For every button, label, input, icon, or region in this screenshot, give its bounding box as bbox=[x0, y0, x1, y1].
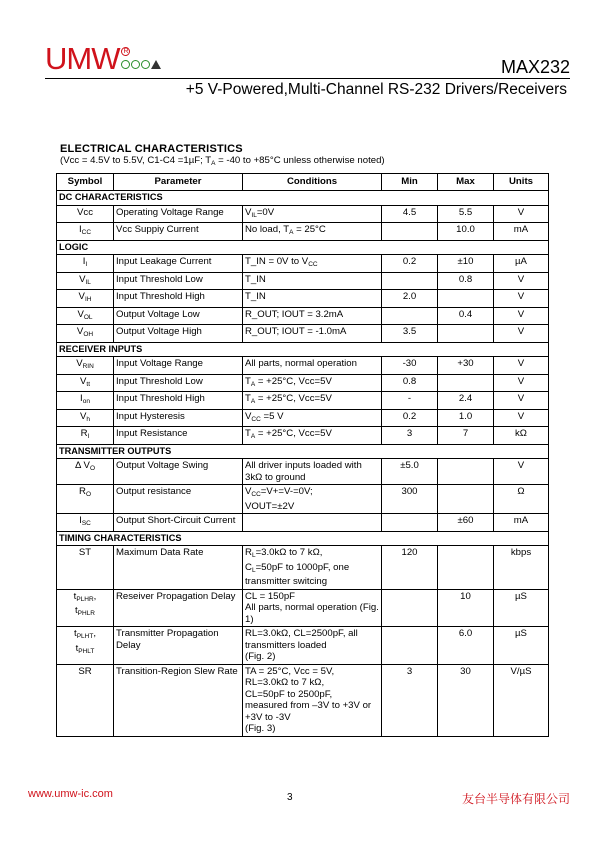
cell-conditions: R_OUT; IOUT = 3.2mA bbox=[243, 307, 382, 325]
table-row bbox=[57, 205, 549, 223]
cell-min: - bbox=[382, 392, 438, 410]
cell-conditions: TA = 25°C, Vcc = 5V, RL=3.0kΩ to 7 kΩ, CL=50pF to 2500pF, measured from –3V to +3V or +3V to -3V (Fig. 3) bbox=[243, 664, 382, 736]
cell-min: 300 bbox=[382, 485, 438, 514]
cell-parameter: Output Voltage Low bbox=[114, 307, 243, 325]
cell-max: 5.5 bbox=[438, 205, 494, 223]
table-row bbox=[57, 514, 549, 532]
company-logo bbox=[45, 41, 161, 78]
cell-units: V bbox=[494, 392, 549, 410]
table-row bbox=[57, 374, 549, 392]
section-label: DC CHARACTERISTICS bbox=[57, 191, 549, 206]
cell-symbol: $I_{on}$ bbox=[57, 392, 114, 410]
section-label: TIMING CHARACTERISTICS bbox=[57, 531, 549, 546]
cell-conditions: All parts, normal operation bbox=[243, 357, 382, 375]
section-title: ELECTRICAL CHARACTERISTICS bbox=[60, 143, 243, 155]
cell-symbol: $V_h$ bbox=[57, 409, 114, 427]
section-label: RECEIVER INPUTS bbox=[57, 342, 549, 357]
cell-min bbox=[382, 589, 438, 627]
header-parameter: Parameter bbox=[114, 174, 243, 191]
header-units: Units bbox=[494, 174, 549, 191]
cell-units: V bbox=[494, 374, 549, 392]
cell-parameter: Input Voltage Range bbox=[114, 357, 243, 375]
table-row bbox=[57, 427, 549, 445]
cell-units: V bbox=[494, 357, 549, 375]
header-min: Min bbox=[382, 174, 438, 191]
cell-conditions: $T_A = +25^\circ C$, Vcc=5V bbox=[243, 374, 382, 392]
cell-symbol: ST bbox=[57, 546, 114, 590]
table-row bbox=[57, 627, 549, 665]
table-row bbox=[57, 325, 549, 343]
cell-max: 7 bbox=[438, 427, 494, 445]
cell-min bbox=[382, 627, 438, 665]
cell-min: 0.2 bbox=[382, 409, 438, 427]
cell-units: Ω bbox=[494, 485, 549, 514]
cell-symbol: $R_I$ bbox=[57, 427, 114, 445]
table-row bbox=[57, 272, 549, 290]
cell-conditions: T_IN bbox=[243, 290, 382, 308]
cell-conditions: $T_A = +25^\circ C$, Vcc=5V bbox=[243, 392, 382, 410]
cell-symbol: $I_I$ bbox=[57, 255, 114, 273]
footer-url[interactable]: www.umw-ic.com bbox=[28, 788, 113, 800]
cell-units: mA bbox=[494, 514, 549, 532]
cell-parameter: Output Short-Circuit Current bbox=[114, 514, 243, 532]
cell-symbol: SR bbox=[57, 664, 114, 736]
cell-units: µA bbox=[494, 255, 549, 273]
cell-units: µS bbox=[494, 627, 549, 665]
cell-min bbox=[382, 514, 438, 532]
part-number: MAX232 bbox=[500, 57, 570, 77]
cell-conditions: $R_L=3.0k\Omega$ to 7 kΩ, $C_L=50pF$ to 1000pF, one transmitter switcing bbox=[243, 546, 382, 590]
cell-conditions bbox=[243, 514, 382, 532]
table-section-row bbox=[57, 444, 549, 459]
table-section-row bbox=[57, 342, 549, 357]
cell-parameter: Maximum Data Rate bbox=[114, 546, 243, 590]
header-max: Max bbox=[438, 174, 494, 191]
header-conditions: Conditions bbox=[243, 174, 382, 191]
cell-conditions: RL=3.0kΩ, CL=2500pF, all transmitters loaded (Fig. 2) bbox=[243, 627, 382, 665]
cell-conditions: $V_{CC}=V+=V-=0V$; VOUT=±2V bbox=[243, 485, 382, 514]
cell-conditions: CL = 150pF All parts, normal operation (Fig. 1) bbox=[243, 589, 382, 627]
electrical-characteristics-table bbox=[56, 173, 549, 737]
cell-min bbox=[382, 307, 438, 325]
cell-parameter: Reseiver Propagation Delay bbox=[114, 589, 243, 627]
cell-min: -30 bbox=[382, 357, 438, 375]
cell-max: 0.4 bbox=[438, 307, 494, 325]
cell-parameter: Input Threshold Low bbox=[114, 374, 243, 392]
cell-max: 10 bbox=[438, 589, 494, 627]
cell-units: V bbox=[494, 205, 549, 223]
table-row bbox=[57, 459, 549, 485]
cell-parameter: Input Threshold High bbox=[114, 290, 243, 308]
cell-units: V bbox=[494, 307, 549, 325]
cell-parameter: Input Resistance bbox=[114, 427, 243, 445]
document-subtitle: +5 V-Powered,Multi-Channel RS-232 Drivers/Receivers bbox=[185, 81, 567, 98]
table-row bbox=[57, 357, 549, 375]
cell-units: µS bbox=[494, 589, 549, 627]
cell-max: 6.0 bbox=[438, 627, 494, 665]
cell-conditions: $V_{CC} =5$ V bbox=[243, 409, 382, 427]
cell-conditions: R_OUT; IOUT = -1.0mA bbox=[243, 325, 382, 343]
cell-symbol: Vcc bbox=[57, 205, 114, 223]
cell-symbol: $t_{PLHR}$, $t_{PHLR}$ bbox=[57, 589, 114, 627]
section-label: LOGIC bbox=[57, 240, 549, 255]
cell-units: kbps bbox=[494, 546, 549, 590]
table-section-row bbox=[57, 531, 549, 546]
cell-min: 120 bbox=[382, 546, 438, 590]
cell-units: V bbox=[494, 272, 549, 290]
cell-symbol: $V_{RIN}$ bbox=[57, 357, 114, 375]
cell-units: V bbox=[494, 459, 549, 485]
cell-min: 4.5 bbox=[382, 205, 438, 223]
cell-symbol: $V_{OL}$ bbox=[57, 307, 114, 325]
cell-conditions: $T_A = +25^\circ C$, Vcc=5V bbox=[243, 427, 382, 445]
table-row bbox=[57, 485, 549, 514]
cell-parameter: Output Voltage Swing bbox=[114, 459, 243, 485]
cell-conditions: T_IN = 0V to $V_{CC}$ bbox=[243, 255, 382, 273]
table-row bbox=[57, 409, 549, 427]
cell-min bbox=[382, 223, 438, 241]
cell-symbol: $t_{PLHT}$, $t_{PHLT}$ bbox=[57, 627, 114, 665]
cell-conditions: T_IN bbox=[243, 272, 382, 290]
cell-conditions: No load, $T_A = 25^\circ C$ bbox=[243, 223, 382, 241]
cell-max bbox=[438, 546, 494, 590]
cell-parameter: Operating Voltage Range bbox=[114, 205, 243, 223]
header-symbol: Symbol bbox=[57, 174, 114, 191]
table-row bbox=[57, 223, 549, 241]
cell-max bbox=[438, 325, 494, 343]
green-icon bbox=[131, 60, 140, 69]
cell-max: +30 bbox=[438, 357, 494, 375]
cell-max: 2.4 bbox=[438, 392, 494, 410]
table-section-row bbox=[57, 240, 549, 255]
section-label: TRANSMITTER OUTPUTS bbox=[57, 444, 549, 459]
cell-parameter: Input Leakage Current bbox=[114, 255, 243, 273]
table-row bbox=[57, 255, 549, 273]
cell-parameter: Input Threshold High bbox=[114, 392, 243, 410]
table-section-row bbox=[57, 191, 549, 206]
section-conditions: (Vcc = 4.5V to 5.5V, C1-C4 =1µF; $T_A = -40$ to +85°C unless otherwise noted) bbox=[60, 155, 385, 167]
esd-warning-icon bbox=[151, 60, 161, 69]
table-row bbox=[57, 290, 549, 308]
registered-mark: R bbox=[123, 48, 129, 55]
cell-min: 3 bbox=[382, 427, 438, 445]
cell-units: mA bbox=[494, 223, 549, 241]
cell-parameter: Input Hysteresis bbox=[114, 409, 243, 427]
cell-max: 1.0 bbox=[438, 409, 494, 427]
cell-symbol: $I_{CC}$ bbox=[57, 223, 114, 241]
cell-parameter: Output Voltage High bbox=[114, 325, 243, 343]
table-row bbox=[57, 546, 549, 590]
cell-min: 2.0 bbox=[382, 290, 438, 308]
cell-parameter: Transmitter Propagation Delay bbox=[114, 627, 243, 665]
cell-units: V bbox=[494, 325, 549, 343]
table-row bbox=[57, 589, 549, 627]
cell-symbol: $V_{IL}$ bbox=[57, 272, 114, 290]
header-divider bbox=[45, 78, 570, 79]
cell-max: 30 bbox=[438, 664, 494, 736]
cell-max: ±10 bbox=[438, 255, 494, 273]
cell-symbol: $V_{tt}$ bbox=[57, 374, 114, 392]
cell-symbol: $I_{SC}$ bbox=[57, 514, 114, 532]
cell-min bbox=[382, 272, 438, 290]
cell-min: 3 bbox=[382, 664, 438, 736]
cell-max: 10.0 bbox=[438, 223, 494, 241]
cell-units: V bbox=[494, 409, 549, 427]
cell-units: kΩ bbox=[494, 427, 549, 445]
cell-max bbox=[438, 290, 494, 308]
cell-symbol: $R_O$ bbox=[57, 485, 114, 514]
cell-parameter: Vcc Suppiy Current bbox=[114, 223, 243, 241]
table-body bbox=[57, 191, 549, 737]
cell-max: 0.8 bbox=[438, 272, 494, 290]
cell-min: ±5.0 bbox=[382, 459, 438, 485]
cell-parameter: Transition-Region Slew Rate bbox=[114, 664, 243, 736]
cell-parameter: Output resistance bbox=[114, 485, 243, 514]
cell-max bbox=[438, 459, 494, 485]
cell-symbol: $V_{IH}$ bbox=[57, 290, 114, 308]
certification-icons bbox=[121, 60, 161, 69]
cell-units: V bbox=[494, 290, 549, 308]
logo-text: UMW bbox=[45, 41, 120, 76]
table-header-row bbox=[57, 174, 549, 191]
rohs-icon bbox=[121, 60, 130, 69]
cell-max bbox=[438, 374, 494, 392]
footer-company-name: 友台半导体有限公司 bbox=[461, 792, 570, 806]
cell-symbol: $V_{OH}$ bbox=[57, 325, 114, 343]
table-row bbox=[57, 664, 549, 736]
cell-max bbox=[438, 485, 494, 514]
page-number: 3 bbox=[287, 792, 293, 803]
cell-conditions: All driver inputs loaded with 3kΩ to ground bbox=[243, 459, 382, 485]
cell-conditions: $V_{IL}=0V$ bbox=[243, 205, 382, 223]
cell-min: 3.5 bbox=[382, 325, 438, 343]
cell-units: V/µS bbox=[494, 664, 549, 736]
cell-parameter: Input Threshold Low bbox=[114, 272, 243, 290]
cell-max: ±60 bbox=[438, 514, 494, 532]
table-row bbox=[57, 392, 549, 410]
cell-min: 0.2 bbox=[382, 255, 438, 273]
pb-free-icon bbox=[141, 60, 150, 69]
cell-symbol: Δ $V_O$ bbox=[57, 459, 114, 485]
cell-min: 0.8 bbox=[382, 374, 438, 392]
table-row bbox=[57, 307, 549, 325]
